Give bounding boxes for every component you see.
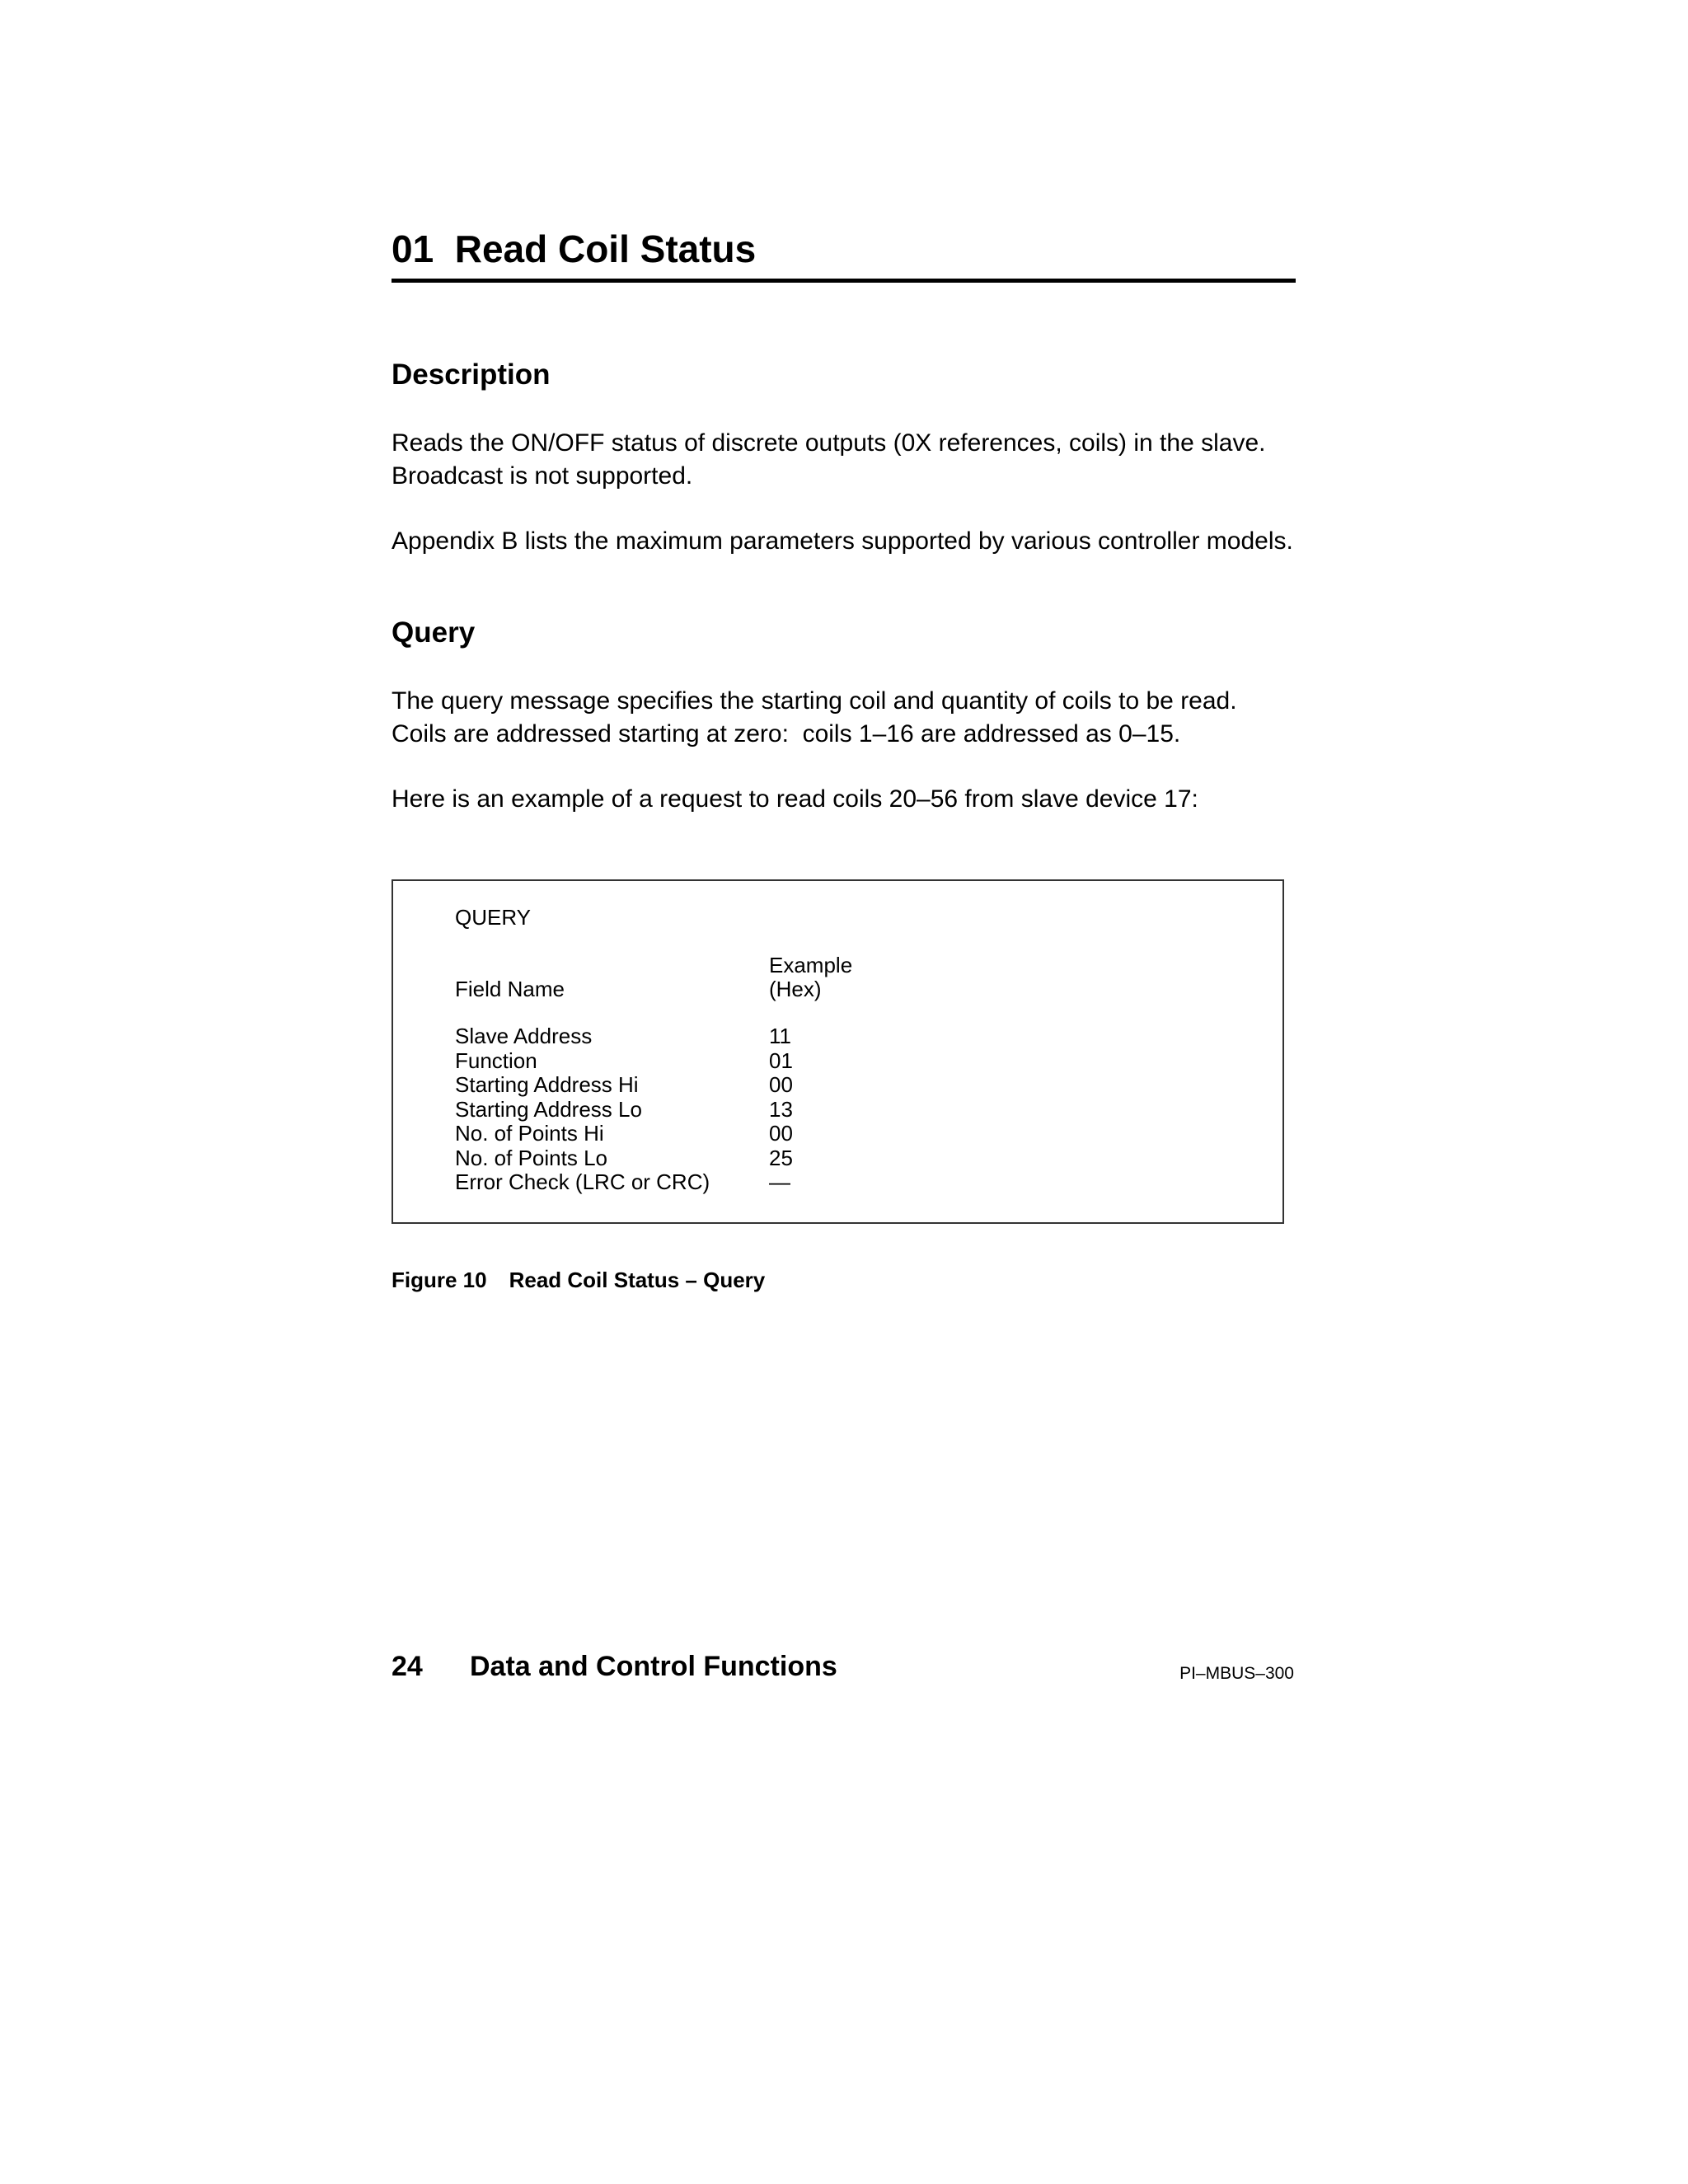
page-title: 01 Read Coil Status: [392, 227, 757, 270]
query-figure-box: [392, 879, 1284, 1224]
query-line-2: Coils are addressed starting at zero: coils 1–16 are addressed as 0–15.: [392, 720, 1181, 748]
example-header-line-1: Example: [769, 953, 853, 977]
title-rule: [392, 279, 1296, 283]
query-line-1: The query message specifies the starting coil and quantity of coils to be read.: [392, 687, 1237, 715]
query-heading: Query: [392, 616, 476, 649]
table-row-value: 00: [769, 1121, 793, 1146]
example-line: Here is an example of a request to read coils 20–56 from slave device 17:: [392, 785, 1198, 813]
figure-caption-text: Read Coil Status – Query: [509, 1268, 766, 1292]
description-paragraph: [392, 427, 1315, 493]
example-paragraph: [392, 783, 1315, 816]
table-row-field: Slave Address: [455, 1024, 593, 1048]
example-value-column: [769, 1024, 793, 1195]
figure-caption: [392, 1266, 765, 1294]
field-name-header: Field Name: [455, 977, 565, 1001]
figure-number: Figure 10: [392, 1268, 487, 1292]
table-row-value: —: [769, 1169, 790, 1194]
example-header-line-2: (Hex): [769, 977, 822, 1001]
table-row-value: 13: [769, 1096, 793, 1122]
table-row-field: Starting Address Lo: [455, 1096, 642, 1122]
table-row-value: 00: [769, 1072, 793, 1097]
table-row-value: 25: [769, 1145, 793, 1170]
footer-section-title: Data and Control Functions: [470, 1651, 837, 1682]
table-row-field: Function: [455, 1047, 537, 1073]
box-title: QUERY: [455, 905, 531, 930]
field-name-column: [455, 1024, 710, 1195]
table-row-field: Error Check (LRC or CRC): [455, 1169, 710, 1194]
footer-page-number: 24: [392, 1651, 423, 1682]
table-row-field: Starting Address Hi: [455, 1072, 639, 1097]
table-row-value: 11: [769, 1024, 791, 1048]
appendix-line: Appendix B lists the maximum parameters supported by various controller models.: [392, 527, 1293, 555]
description-heading: Description: [392, 359, 551, 391]
table-row-field: No. of Points Hi: [455, 1121, 604, 1146]
appendix-paragraph: [392, 525, 1315, 558]
table-row-value: 01: [769, 1047, 793, 1073]
footer-document-id: PI–MBUS–300: [1179, 1664, 1294, 1683]
description-line-2: Broadcast is not supported.: [392, 462, 693, 490]
query-paragraph: [392, 685, 1315, 751]
description-line-1: Reads the ON/OFF status of discrete outputs (0X references, coils) in the slave.: [392, 429, 1266, 457]
table-row-field: No. of Points Lo: [455, 1145, 607, 1170]
